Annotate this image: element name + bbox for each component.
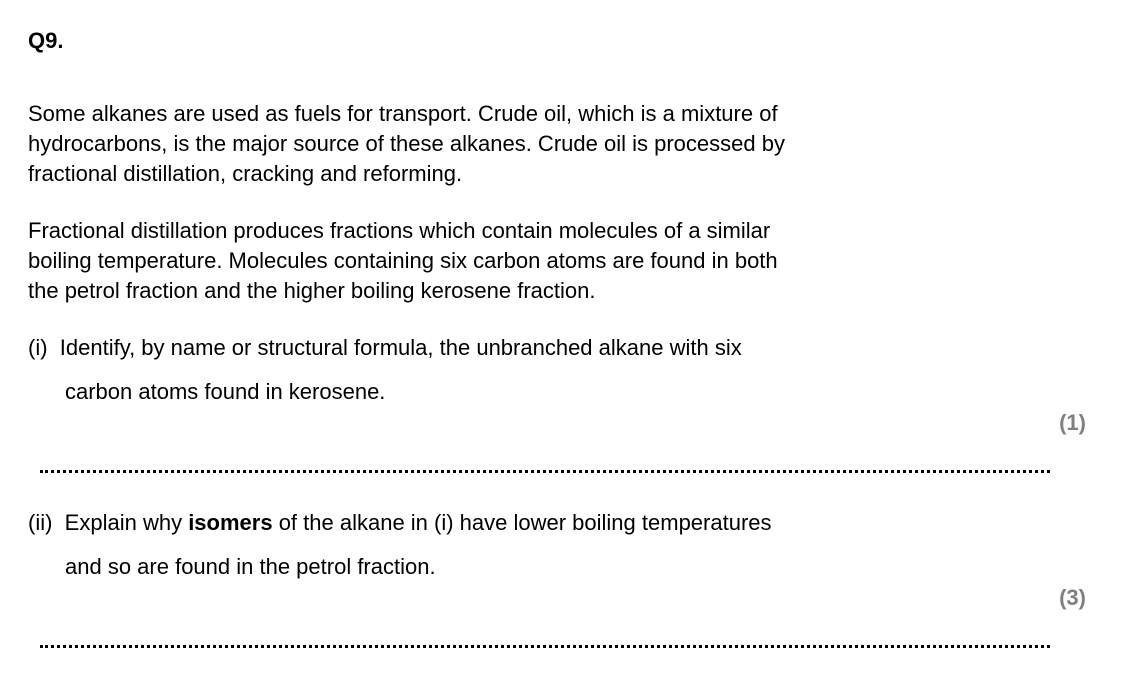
part-i-text-line-2: carbon atoms found in kerosene.: [65, 379, 386, 404]
intro-paragraph-1-line-3: fractional distillation, cracking and reforming.: [28, 161, 463, 186]
part-i-marks: (1): [1059, 410, 1086, 435]
part-ii-text-line-1-post: of the alkane in (i) have lower boiling temperatures: [272, 510, 772, 535]
intro-paragraph-2-line-3: the petrol fraction and the higher boiling kerosene fraction.: [28, 278, 596, 303]
intro-paragraph-1: [28, 99, 928, 189]
question-number: Q9.: [28, 28, 64, 53]
part-ii-text-line-1-pre: Explain why: [64, 510, 189, 535]
intro-paragraph-1-line-2: hydrocarbons, is the major source of these alkanes. Crude oil is processed by: [28, 131, 785, 156]
part-i-label: (i): [28, 335, 54, 360]
part-ii-label: (ii): [28, 510, 59, 535]
part-ii-marks: (3): [1059, 585, 1086, 610]
question-part-ii: [28, 501, 772, 589]
intro-paragraph-1-line-1: Some alkanes are used as fuels for transport. Crude oil, which is a mixture of: [28, 101, 778, 126]
part-ii-answer-line[interactable]: [40, 645, 1050, 648]
intro-paragraph-2-line-1: Fractional distillation produces fractions which contain molecules of a similar: [28, 218, 771, 243]
part-i-text-line-1: Identify, by name or structural formula, the unbranched alkane with six: [59, 335, 742, 360]
part-ii-text-line-2: and so are found in the petrol fraction.: [65, 554, 436, 579]
question-part-i: [28, 326, 742, 414]
part-i-answer-line[interactable]: [40, 470, 1050, 473]
intro-paragraph-2-line-2: boiling temperature. Molecules containing six carbon atoms are found in both: [28, 248, 778, 273]
intro-paragraph-2: [28, 216, 928, 306]
part-ii-keyword-isomers: isomers: [188, 510, 273, 535]
